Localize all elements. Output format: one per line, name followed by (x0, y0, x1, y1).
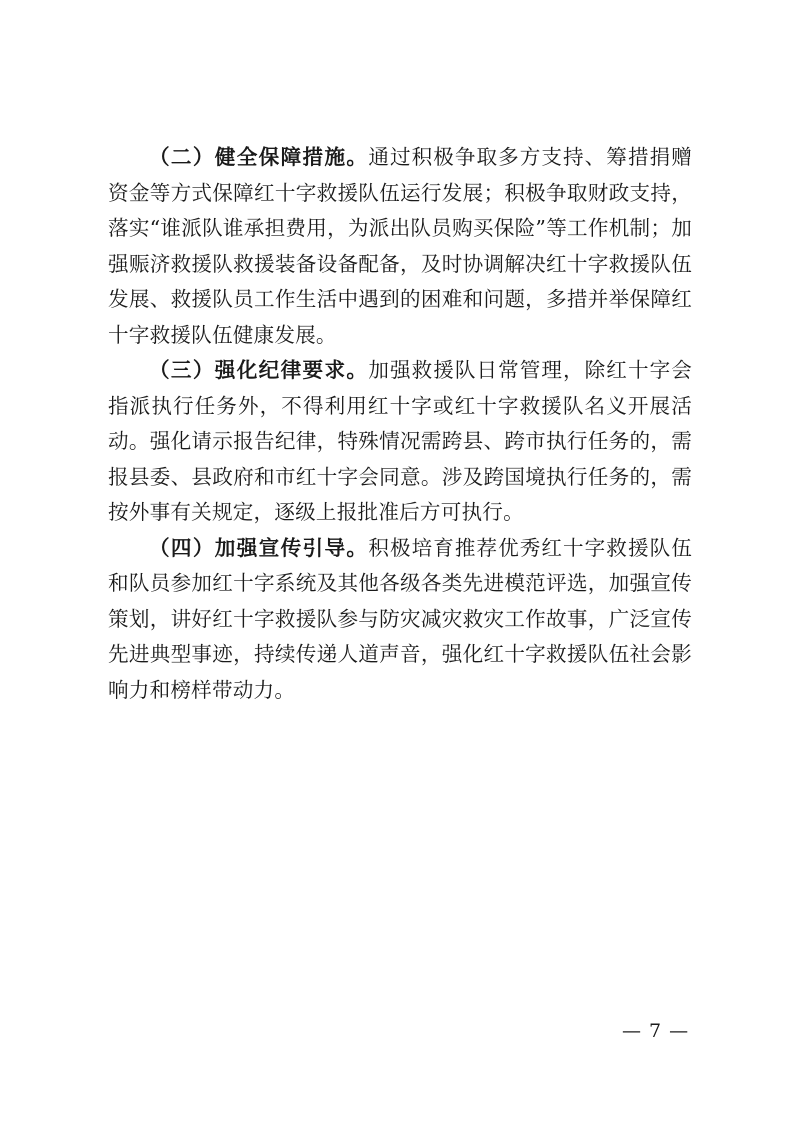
paragraph-heading: （二）健全保障措施。 (149, 145, 369, 169)
document-body (108, 140, 692, 708)
paragraph-publicity-guidance (108, 531, 692, 709)
paragraph-safeguard-measures (108, 140, 692, 353)
paragraph-text: 通过积极争取多方支持、筹措捐赠资金等方式保障红十字救援队伍运行发展；积极争取财政支持，落实“谁派队谁承担费用，为派出队员购买保险”等工作机制；加强赈济救援队救援装备设备配备，及时协调解决红十字救援队伍发展、救援队员工作生活中遇到的困难和问题，多措并举保障红十字救援队伍健康发展。 (108, 145, 693, 347)
paragraph-discipline-requirements (108, 353, 692, 531)
paragraph-heading: （三）强化纪律要求。 (149, 358, 369, 382)
page-number: — 7 — (622, 1020, 690, 1042)
paragraph-text: 加强救援队日常管理，除红十字会指派执行任务外，不得利用红十字或红十字救援队名义开展活动。强化请示报告纪律，特殊情况需跨县、跨市执行任务的，需报县委、县政府和市红十字会同意。涉及跨国境执行任务的，需按外事有关规定，逐级上报批准后方可执行。 (108, 358, 693, 524)
paragraph-heading: （四）加强宣传引导。 (149, 535, 369, 560)
paragraph-text: 积极培育推荐优秀红十字救援队伍和队员参加红十字系统及其他各级各类先进模范评选，加强宣传策划，讲好红十字救援队参与防灾减灾救灾工作故事，广泛宣传先进典型事迹，持续传递人道声音，强化红十字救援队伍社会影响力和榜样带动力。 (108, 535, 693, 702)
